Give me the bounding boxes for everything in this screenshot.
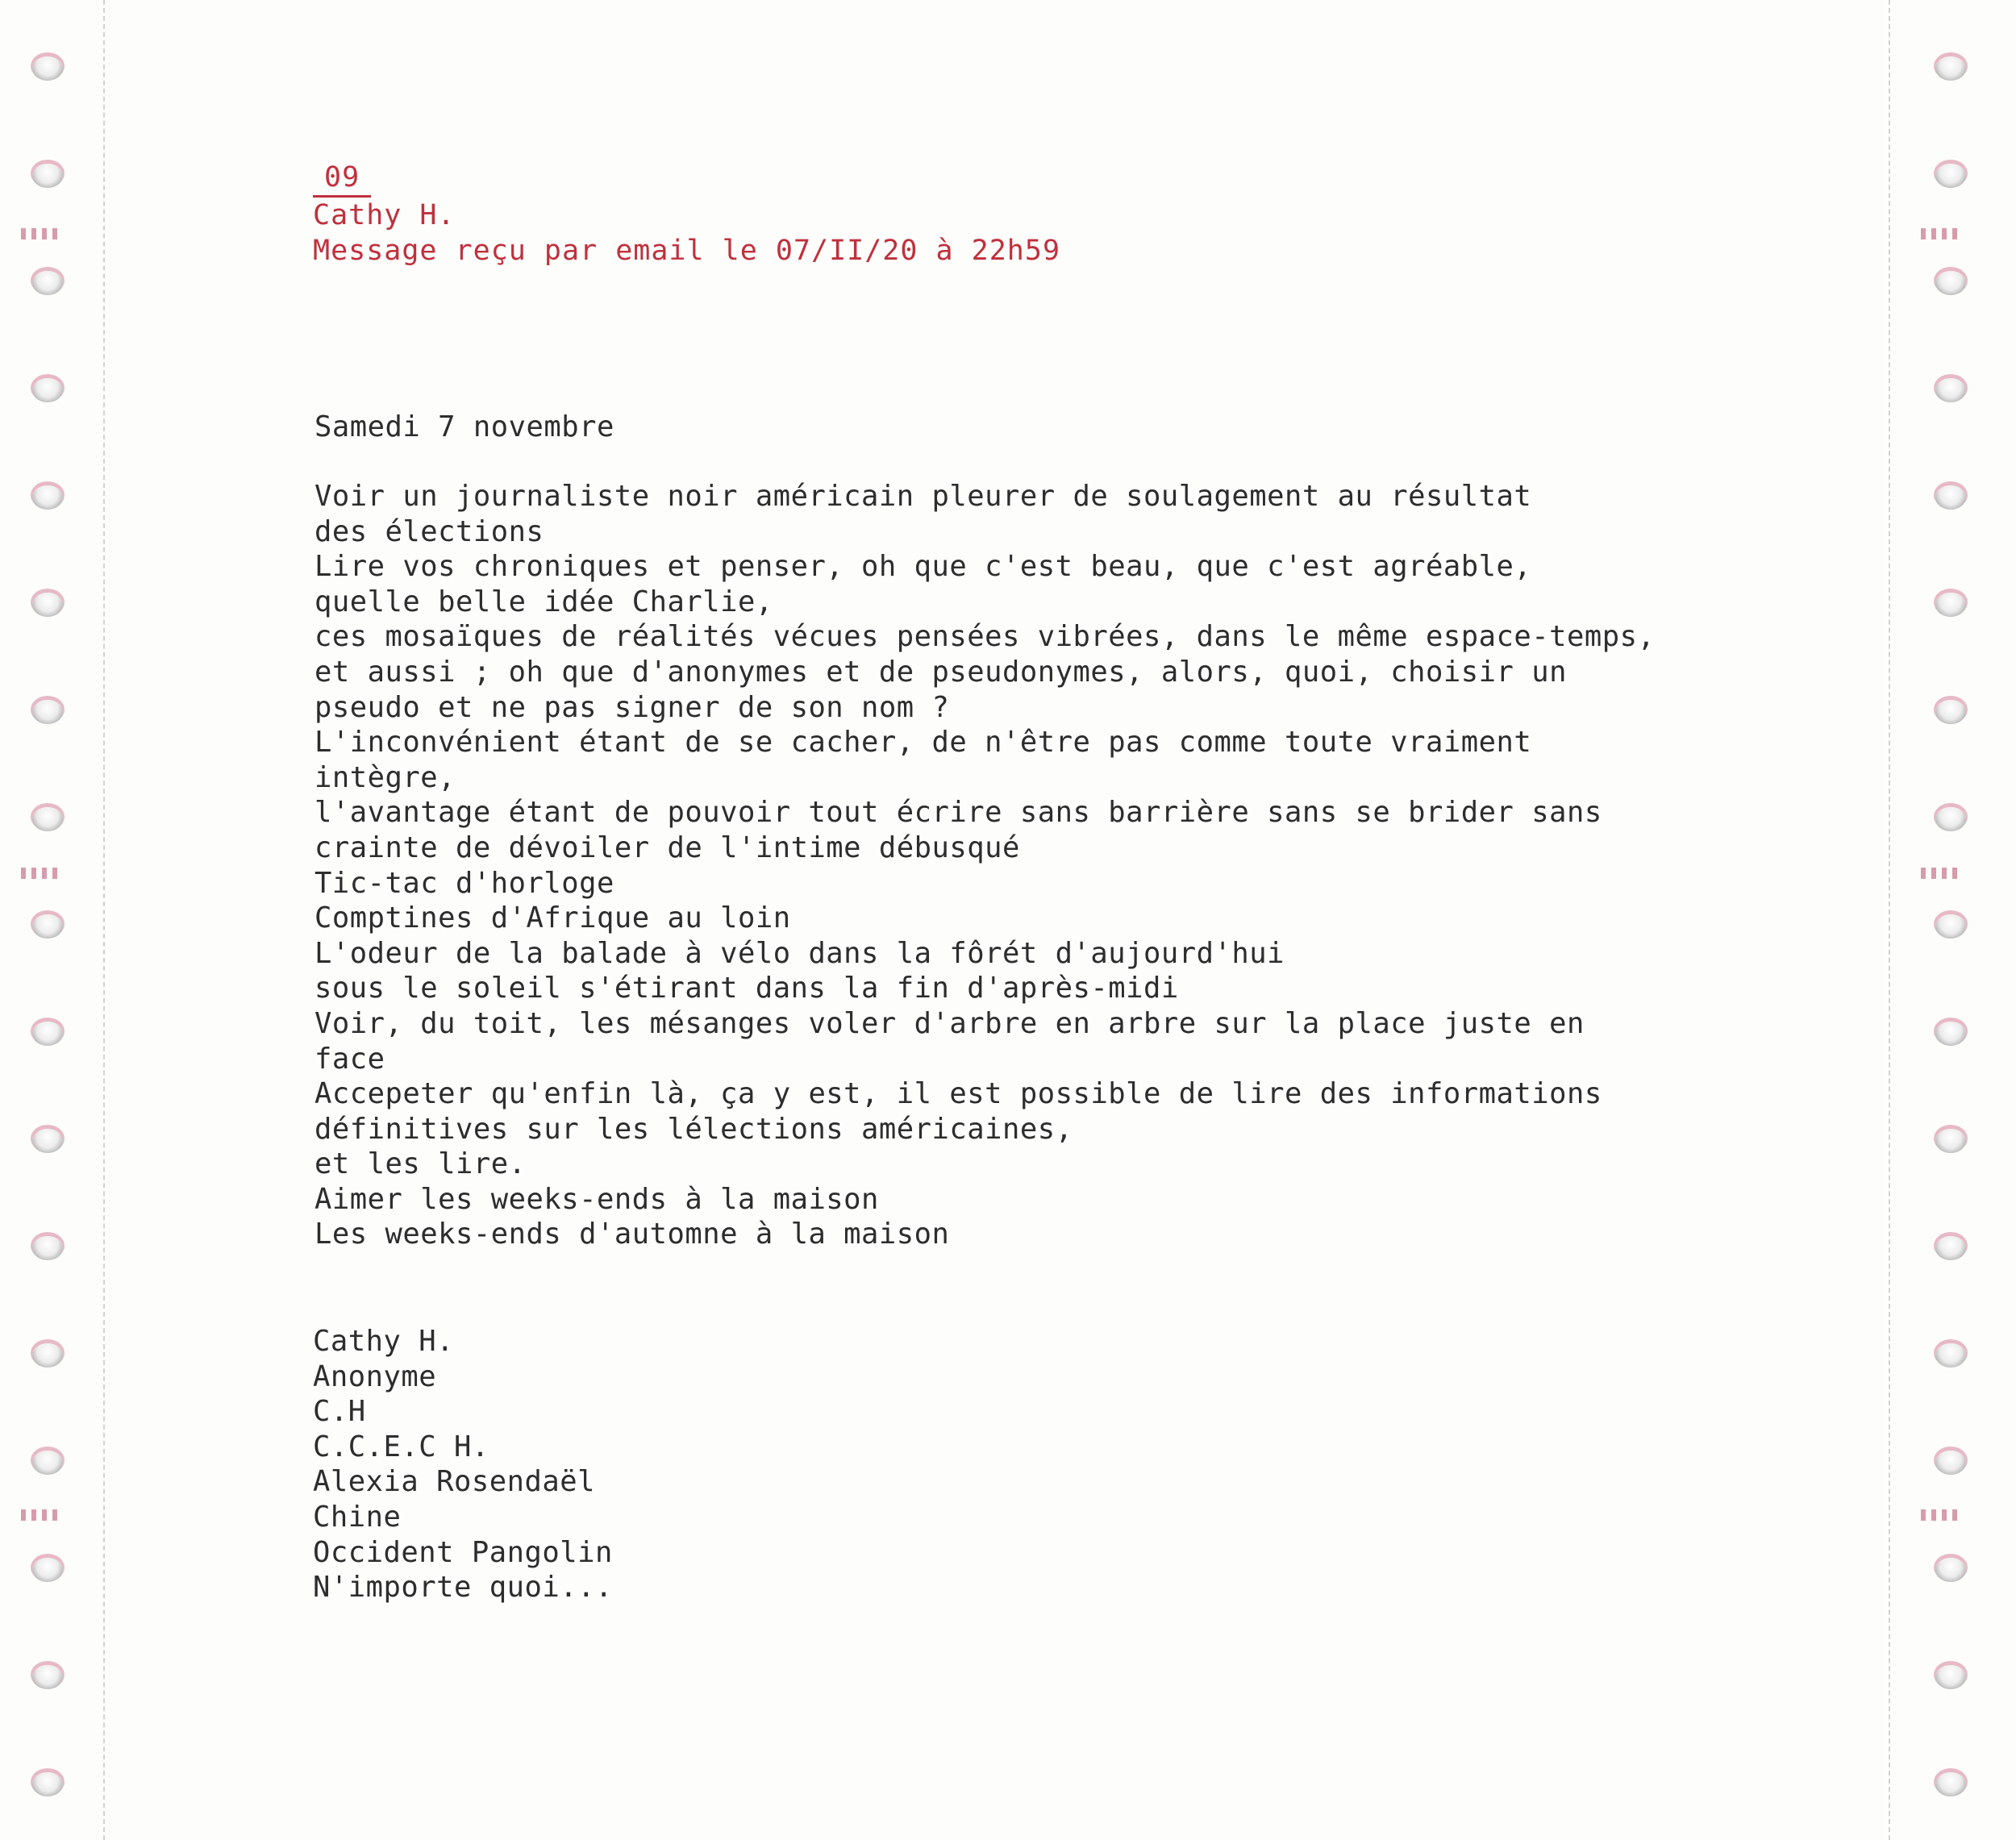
perforation-tick-icon <box>21 868 60 879</box>
body-line: sous le soleil s'étirant dans la fin d'après-midi <box>314 972 1179 1005</box>
letter-number <box>313 160 1060 198</box>
body-line: Voir un journaliste noir américain pleurer de soulagement au résultat <box>314 480 1532 513</box>
feed-hole-icon <box>32 1558 63 1582</box>
signature-line: C.H <box>313 1395 366 1429</box>
body-line: Tic-tac d'horloge <box>314 866 614 900</box>
feed-hole-icon <box>32 1236 63 1260</box>
feed-hole-icon <box>1935 914 1966 939</box>
signature-line: C.C.E.C H. <box>313 1430 489 1463</box>
body-line: Voir, du toit, les mésanges voler d'arbre en arbre sur la place juste en <box>314 1006 1585 1040</box>
letter-body <box>314 479 1655 1252</box>
feed-hole-icon <box>32 1772 63 1796</box>
feed-hole-icon <box>1935 271 1966 295</box>
body-line: intègre, <box>314 760 456 794</box>
feed-hole-icon <box>1935 1343 1966 1368</box>
feed-hole-icon <box>1935 807 1966 831</box>
feed-hole-icon <box>32 700 63 724</box>
right-tractor-holes <box>1903 0 2000 1840</box>
body-line: face <box>314 1042 385 1076</box>
body-line: crainte de dévoiler de l'intime débusqué <box>314 830 1020 864</box>
body-line: quelle belle idée Charlie, <box>314 585 773 618</box>
feed-hole-icon <box>1935 485 1966 510</box>
letter-date: Samedi 7 novembre <box>314 410 614 443</box>
letter-number-value: 09 <box>313 160 371 198</box>
body-line: Accepeter qu'enfin là, ça y est, il est possible de lire des informations <box>314 1077 1602 1111</box>
feed-hole-icon <box>32 807 63 831</box>
body-line: l'avantage étant de pouvoir tout écrire sans barrière sans se brider sans <box>314 796 1602 830</box>
feed-hole-icon <box>32 914 63 939</box>
feed-hole-icon <box>32 593 63 617</box>
right-perforation-line <box>1889 0 1890 1840</box>
perforation-tick-icon <box>1921 868 1960 879</box>
feed-hole-icon <box>1935 700 1966 724</box>
feed-hole-icon <box>1935 1451 1966 1475</box>
feed-hole-icon <box>32 1665 63 1689</box>
feed-hole-icon <box>32 378 63 402</box>
body-line: définitives sur les lélections américaines, <box>314 1112 1073 1146</box>
letter-header <box>313 160 1060 269</box>
feed-hole-icon <box>1935 164 1966 188</box>
feed-hole-icon <box>1935 1236 1966 1260</box>
feed-hole-icon <box>32 1022 63 1046</box>
signature-line: Alexia Rosendaël <box>313 1465 595 1499</box>
body-line: Les weeks-ends d'automne à la maison <box>314 1218 950 1251</box>
body-line: L'odeur de la balade à vélo dans la fôrét d'aujourd'hui <box>314 936 1285 970</box>
feed-hole-icon <box>1935 593 1966 617</box>
body-line: ces mosaïques de réalités vécues pensées vibrées, dans le même espace-temps, <box>314 620 1656 654</box>
body-line: des élections <box>314 514 544 548</box>
signature-line: Chine <box>313 1500 402 1534</box>
feed-hole-icon <box>32 56 63 81</box>
body-line: Comptines d'Afrique au loin <box>314 901 791 935</box>
perforation-tick-icon <box>1921 228 1960 239</box>
perforation-tick-icon <box>1921 1509 1960 1521</box>
signature-list <box>313 1324 613 1605</box>
body-line: Aimer les weeks-ends à la maison <box>314 1182 879 1216</box>
signature-line: Cathy H. <box>313 1325 454 1358</box>
letter-author: Cathy H. <box>313 199 456 231</box>
signature-line: Occident Pangolin <box>313 1535 613 1569</box>
feed-hole-icon <box>32 164 63 188</box>
feed-hole-icon <box>32 1129 63 1153</box>
signature-line: Anonyme <box>313 1359 437 1393</box>
perforation-tick-icon <box>21 228 60 239</box>
perforation-tick-icon <box>21 1509 60 1521</box>
body-line: Lire vos chroniques et penser, oh que c'est beau, que c'est agréable, <box>314 550 1532 584</box>
feed-hole-icon <box>1935 1129 1966 1153</box>
feed-hole-icon <box>1935 1022 1966 1046</box>
signature-line: N'importe quoi... <box>313 1571 613 1605</box>
body-line: pseudo et ne pas signer de son nom ? <box>314 690 950 724</box>
feed-hole-icon <box>32 1343 63 1368</box>
received-line: Message reçu par email le 07/II/20 à 22h59 <box>313 235 1061 267</box>
feed-hole-icon <box>32 485 63 510</box>
feed-hole-icon <box>1935 378 1966 402</box>
feed-hole-icon <box>1935 1558 1966 1582</box>
feed-hole-icon <box>32 1451 63 1475</box>
left-perforation-line <box>103 0 105 1840</box>
left-tractor-holes <box>0 0 97 1840</box>
feed-hole-icon <box>1935 1665 1966 1689</box>
feed-hole-icon <box>32 271 63 295</box>
feed-hole-icon <box>1935 56 1966 81</box>
body-line: et les lire. <box>314 1147 527 1181</box>
feed-hole-icon <box>1935 1772 1966 1796</box>
body-line: et aussi ; oh que d'anonymes et de pseudonymes, alors, quoi, choisir un <box>314 655 1567 689</box>
body-line: L'inconvénient étant de se cacher, de n'être pas comme toute vraiment <box>314 726 1532 760</box>
